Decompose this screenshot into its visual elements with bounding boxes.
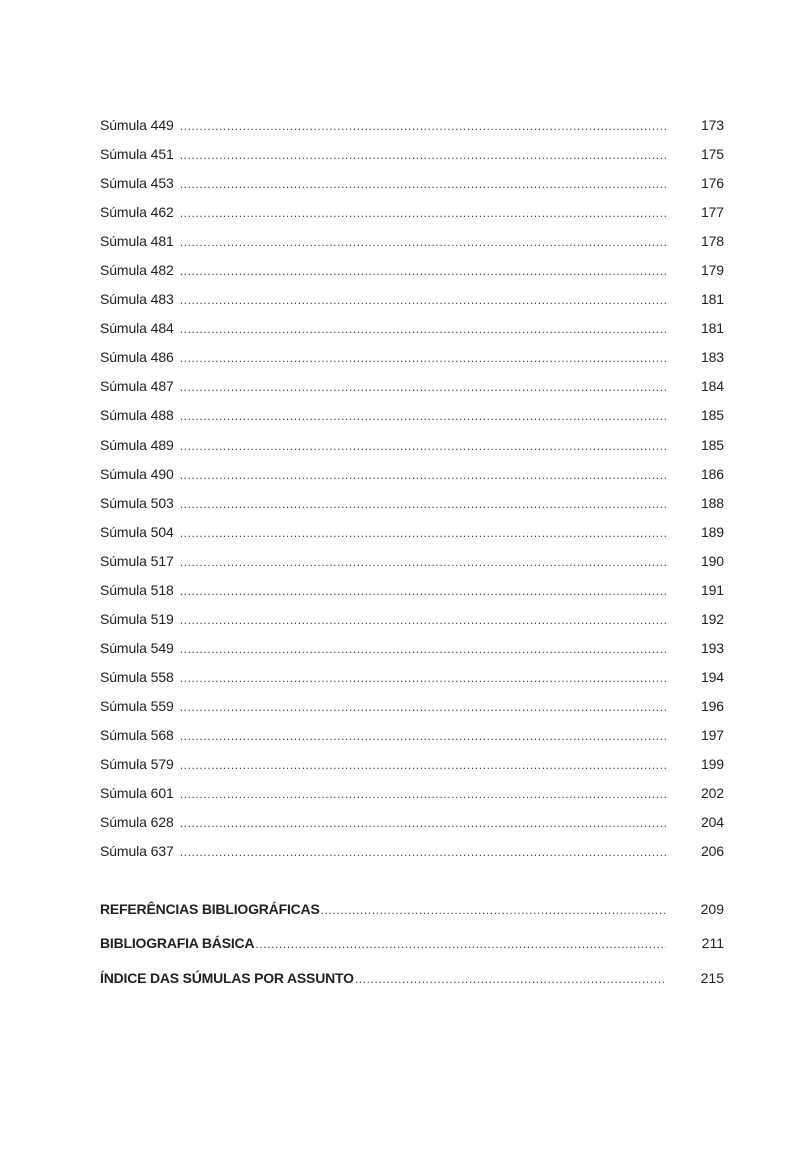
toc-entry-label: Súmula 558	[100, 668, 174, 685]
toc-entry[interactable]	[100, 320, 724, 349]
toc-entry[interactable]	[100, 349, 724, 378]
toc-entry[interactable]	[100, 233, 724, 262]
toc-entry-page-number: 196	[700, 697, 724, 714]
dot-leader	[180, 845, 666, 859]
dot-leader	[180, 380, 666, 394]
dot-leader	[180, 148, 666, 162]
toc-entry[interactable]	[100, 611, 724, 640]
toc-entry[interactable]	[100, 553, 724, 582]
toc-entry-label: Súmula 449	[100, 117, 174, 133]
toc-entry[interactable]	[100, 756, 724, 785]
dot-leader	[180, 264, 666, 278]
toc-entry[interactable]	[100, 117, 724, 146]
toc-entry-page-number: 173	[700, 117, 724, 133]
toc-entry[interactable]	[100, 524, 724, 553]
dot-leader	[355, 972, 666, 986]
toc-entry-label: Súmula 559	[100, 697, 174, 714]
toc-entry-label: Súmula 517	[100, 552, 174, 569]
dot-leader	[180, 613, 666, 627]
toc-entry-page-number: 190	[700, 552, 724, 569]
toc-entry-label: Súmula 637	[100, 843, 174, 860]
toc-entry-label: Súmula 579	[100, 756, 174, 773]
toc-entry-label: Súmula 549	[100, 639, 174, 656]
toc-entry-page-number: 191	[700, 581, 724, 598]
toc-entry-page-number: 181	[700, 291, 724, 308]
dot-leader	[180, 526, 666, 540]
toc-entry-page-number: 183	[700, 349, 724, 366]
toc-entry[interactable]	[100, 146, 724, 175]
dot-leader	[180, 729, 666, 743]
dot-leader	[180, 555, 666, 569]
dot-leader	[180, 468, 666, 482]
toc-entry-page-number: 204	[700, 814, 724, 831]
toc-section-entry[interactable]	[100, 970, 724, 1004]
toc-entry-page-number: 209	[700, 901, 724, 917]
dot-leader	[180, 816, 666, 830]
toc-sumula-list	[100, 117, 724, 872]
dot-leader	[180, 235, 666, 249]
toc-entry-page-number: 202	[700, 785, 724, 802]
toc-entry-page-number: 181	[700, 320, 724, 337]
toc-entry-label: Súmula 568	[100, 726, 174, 743]
toc-entry[interactable]	[100, 175, 724, 204]
dot-leader	[180, 497, 666, 511]
toc-entry[interactable]	[100, 262, 724, 291]
toc-entry[interactable]	[100, 407, 724, 436]
dot-leader	[180, 322, 666, 336]
toc-entry[interactable]	[100, 495, 724, 524]
toc-entry[interactable]	[100, 204, 724, 233]
dot-leader	[180, 439, 666, 453]
toc-entry-page-number: 211	[701, 935, 724, 952]
toc-entry-label: Súmula 488	[100, 407, 174, 424]
toc-entry[interactable]	[100, 698, 724, 727]
toc-entry-label: Súmula 481	[100, 233, 174, 250]
toc-entry-label: Súmula 484	[100, 320, 174, 337]
dot-leader	[255, 937, 666, 951]
dot-leader	[180, 787, 666, 801]
toc-entry-page-number: 179	[700, 262, 724, 279]
toc-entry-label: Súmula 482	[100, 262, 174, 279]
toc-entry-page-number: 186	[700, 465, 724, 482]
toc-entry[interactable]	[100, 814, 724, 843]
toc-entry-label: Súmula 601	[100, 785, 174, 802]
toc-entry[interactable]	[100, 669, 724, 698]
dot-leader	[180, 351, 666, 365]
toc-entry-page-number: 193	[700, 639, 724, 656]
toc-entry[interactable]	[100, 727, 724, 756]
dot-leader	[180, 758, 666, 772]
dot-leader	[180, 293, 666, 307]
toc-entry-label: Súmula 486	[100, 349, 174, 366]
dot-leader	[180, 642, 666, 656]
toc-entry-label: Súmula 451	[100, 146, 174, 163]
toc-entry-page-number: 197	[700, 726, 724, 743]
toc-entry-label: BIBLIOGRAFIA BÁSICA	[100, 935, 255, 952]
toc-entry-label: Súmula 628	[100, 814, 174, 831]
toc-entry-page-number: 206	[700, 843, 724, 860]
toc-entry-page-number: 192	[700, 610, 724, 627]
dot-leader	[180, 584, 666, 598]
toc-entry-page-number: 175	[700, 146, 724, 163]
toc-entry[interactable]	[100, 582, 724, 611]
dot-leader	[180, 177, 666, 191]
toc-entry[interactable]	[100, 378, 724, 407]
toc-entry-page-number: 178	[700, 233, 724, 250]
dot-leader	[180, 700, 666, 714]
toc-entry-label: Súmula 519	[100, 610, 174, 627]
toc-entry-page-number: 188	[700, 494, 724, 511]
toc-entry-page-number: 189	[700, 523, 724, 540]
toc-entry-label: Súmula 453	[100, 175, 174, 192]
toc-entry[interactable]	[100, 640, 724, 669]
toc-entry-label: Súmula 490	[100, 465, 174, 482]
toc-entry-page-number: 199	[700, 756, 724, 773]
toc-entry-page-number: 184	[700, 378, 724, 395]
toc-entry-label: Súmula 518	[100, 581, 174, 598]
toc-section-entry[interactable]	[100, 935, 724, 969]
toc-entry-label: ÍNDICE DAS SÚMULAS POR ASSUNTO	[100, 969, 354, 986]
toc-entry-page-number: 194	[700, 668, 724, 685]
toc-entry-label: Súmula 462	[100, 204, 174, 221]
toc-entry-label: REFERÊNCIAS BIBLIOGRÁFICAS	[100, 901, 320, 917]
toc-entry-label: Súmula 503	[100, 494, 174, 511]
toc-entry-page-number: 185	[700, 407, 724, 424]
toc-entry-page-number: 215	[700, 969, 724, 986]
dot-leader	[180, 671, 666, 685]
toc-entry[interactable]	[100, 466, 724, 495]
toc-entry-label: Súmula 504	[100, 523, 174, 540]
toc-entry-label: Súmula 489	[100, 436, 174, 453]
toc-section-entry[interactable]	[100, 901, 724, 935]
toc-section-list	[100, 901, 724, 1004]
toc-entry[interactable]	[100, 437, 724, 466]
toc-entry[interactable]	[100, 843, 724, 872]
toc-entry-page-number: 185	[700, 436, 724, 453]
toc-entry[interactable]	[100, 785, 724, 814]
toc-entry-label: Súmula 483	[100, 291, 174, 308]
dot-leader	[180, 409, 666, 423]
toc-entry-page-number: 177	[700, 204, 724, 221]
toc-entry-page-number: 176	[700, 175, 724, 192]
dot-leader	[180, 119, 666, 133]
toc-entry-label: Súmula 487	[100, 378, 174, 395]
dot-leader	[321, 903, 666, 917]
toc-entry[interactable]	[100, 291, 724, 320]
dot-leader	[180, 206, 666, 220]
